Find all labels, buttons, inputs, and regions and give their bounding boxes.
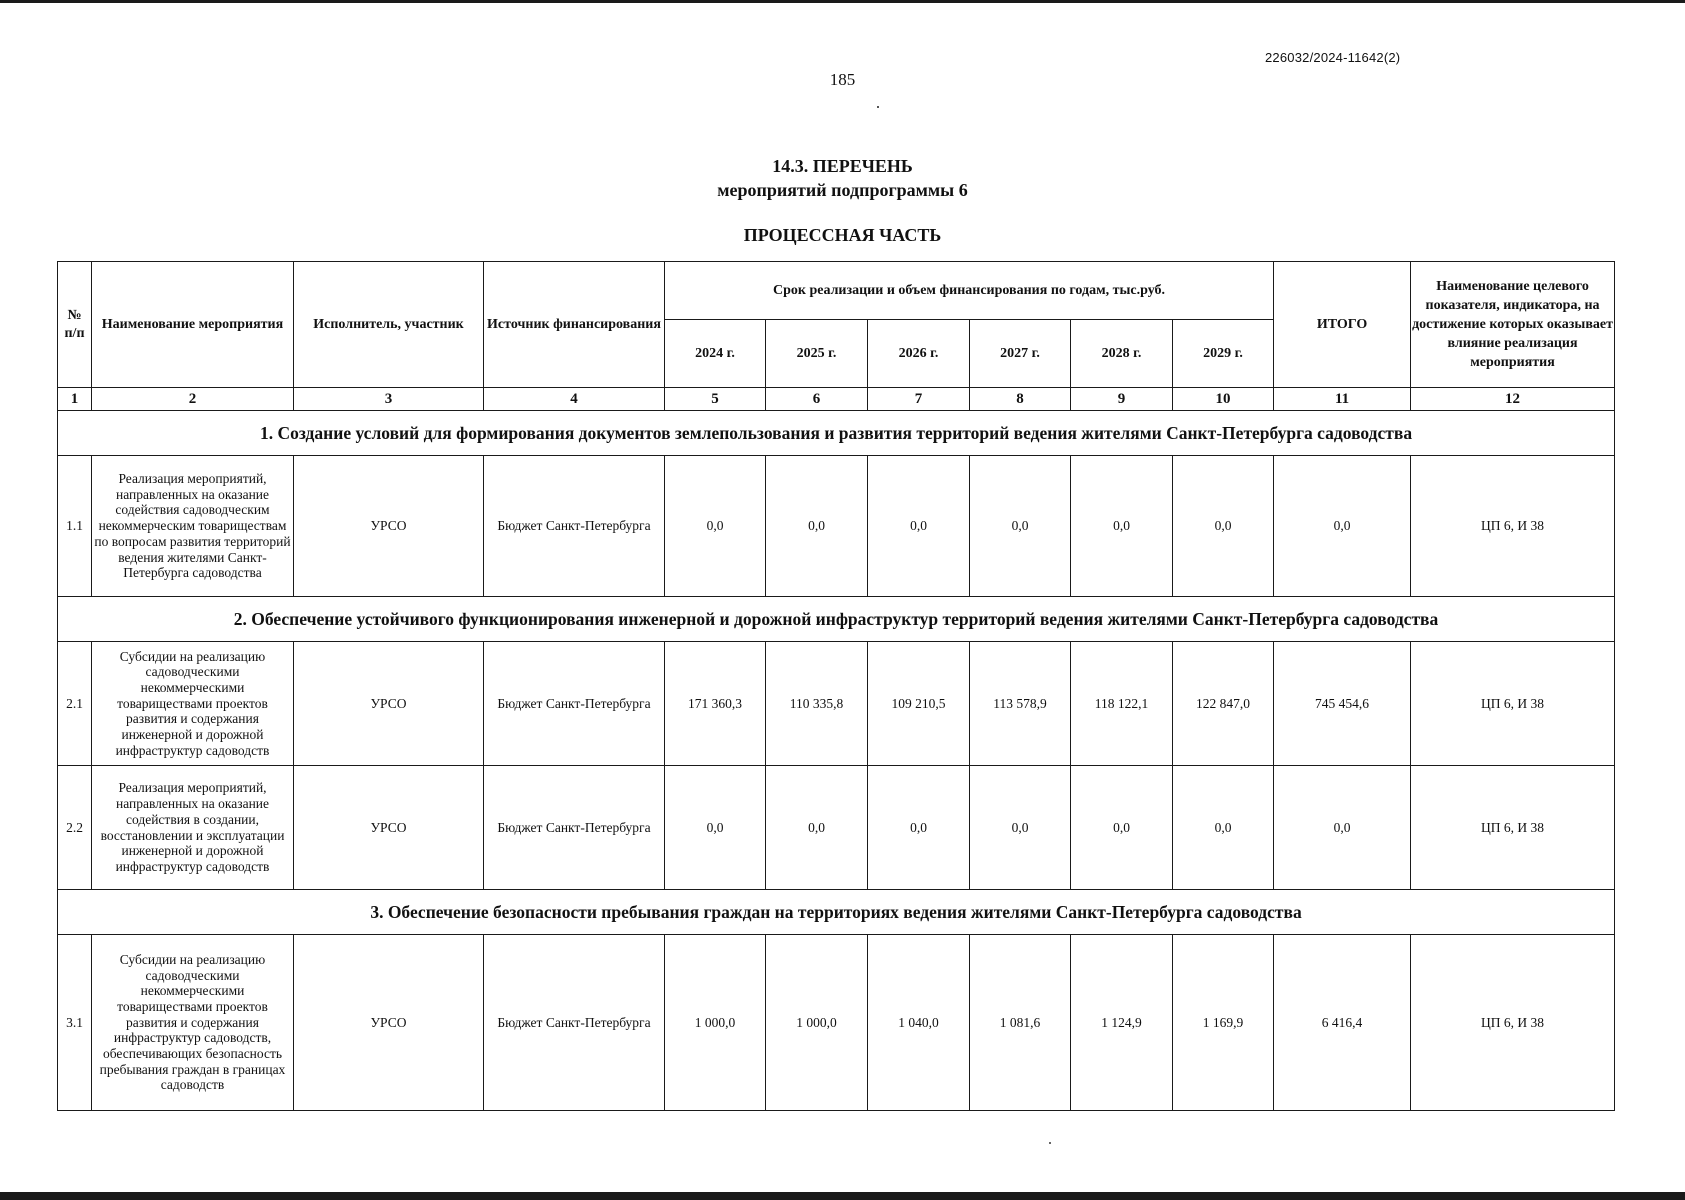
column-number: 7 — [868, 388, 970, 411]
column-number: 4 — [484, 388, 665, 411]
value-2026: 0,0 — [868, 456, 970, 597]
funding-source: Бюджет Санкт-Петербурга — [484, 456, 665, 597]
column-number-row — [58, 388, 1615, 411]
title-line-1: 14.3. ПЕРЕЧЕНЬ — [772, 156, 913, 176]
column-number: 5 — [665, 388, 766, 411]
group-row — [58, 411, 1615, 456]
value-total: 6 416,4 — [1274, 935, 1411, 1111]
value-2025: 0,0 — [766, 456, 868, 597]
group-row — [58, 890, 1615, 935]
target-indicator: ЦП 6, И 38 — [1411, 935, 1615, 1111]
scan-dot — [1049, 1142, 1051, 1144]
activity-name: Реализация мероприятий, направленных на оказание содействия в создании, восстановлении и эксплуатации инженерной и дорожной инфраструктур садоводств — [92, 766, 294, 890]
column-number: 8 — [970, 388, 1071, 411]
column-number: 9 — [1071, 388, 1173, 411]
value-2025: 110 335,8 — [766, 642, 868, 766]
value-2029: 0,0 — [1173, 456, 1274, 597]
value-2024: 0,0 — [665, 766, 766, 890]
header-year-2027: 2027 г. — [970, 320, 1071, 388]
document-registration-code: 226032/2024-11642(2) — [1265, 50, 1401, 65]
header-years-title: Срок реализации и объем финансирования по годам, тыс.руб. — [665, 262, 1274, 320]
title-line-2: мероприятий подпрограммы 6 — [717, 180, 968, 200]
value-2025: 0,0 — [766, 766, 868, 890]
funding-source: Бюджет Санкт-Петербурга — [484, 766, 665, 890]
column-number: 11 — [1274, 388, 1411, 411]
funding-source: Бюджет Санкт-Петербурга — [484, 935, 665, 1111]
executor: УРСО — [294, 935, 484, 1111]
table-row — [58, 766, 1615, 890]
section-heading: ПРОЦЕССНАЯ ЧАСТЬ — [743, 225, 942, 245]
group-title: 3. Обеспечение безопасности пребывания граждан на территориях ведения жителями Санкт-Петербурга садоводства — [58, 890, 1615, 935]
value-total: 0,0 — [1274, 766, 1411, 890]
executor: УРСО — [294, 642, 484, 766]
scan-dot — [877, 106, 879, 108]
funding-source: Бюджет Санкт-Петербурга — [484, 642, 665, 766]
header-year-2026: 2026 г. — [868, 320, 970, 388]
bottom-scan-border — [0, 1192, 1685, 1200]
header-year-2028: 2028 г. — [1071, 320, 1173, 388]
header-year-2024: 2024 г. — [665, 320, 766, 388]
document-title — [0, 154, 1685, 202]
header-activity-name: Наименование мероприятия — [92, 262, 294, 388]
header-year-2029: 2029 г. — [1173, 320, 1274, 388]
value-2027: 0,0 — [970, 766, 1071, 890]
row-number: 3.1 — [58, 935, 92, 1111]
value-2024: 1 000,0 — [665, 935, 766, 1111]
value-2028: 0,0 — [1071, 766, 1173, 890]
value-2028: 1 124,9 — [1071, 935, 1173, 1111]
group-title: 1. Создание условий для формирования документов землепользования и развития территорий ведения жителями Санкт-Петербурга садоводства — [58, 411, 1615, 456]
value-2029: 1 169,9 — [1173, 935, 1274, 1111]
activities-table — [57, 261, 1615, 1111]
target-indicator: ЦП 6, И 38 — [1411, 642, 1615, 766]
header-no: № п/п — [58, 262, 92, 388]
value-2026: 1 040,0 — [868, 935, 970, 1111]
value-2025: 1 000,0 — [766, 935, 868, 1111]
group-title: 2. Обеспечение устойчивого функционирования инженерной и дорожной инфраструктур территорий ведения жителями Санкт-Петербурга садоводства — [58, 597, 1615, 642]
row-number: 1.1 — [58, 456, 92, 597]
table-body — [58, 388, 1615, 1111]
value-2028: 118 122,1 — [1071, 642, 1173, 766]
column-number: 12 — [1411, 388, 1615, 411]
top-scan-border — [0, 0, 1685, 3]
executor: УРСО — [294, 456, 484, 597]
value-2027: 1 081,6 — [970, 935, 1071, 1111]
value-total: 0,0 — [1274, 456, 1411, 597]
row-number: 2.2 — [58, 766, 92, 890]
table-row — [58, 935, 1615, 1111]
activity-name: Реализация мероприятий, направленных на оказание содействия садоводческим некоммерческим товариществам по вопросам развития территорий ведения жителями Санкт-Петербурга садоводства — [92, 456, 294, 597]
table-row — [58, 456, 1615, 597]
value-2027: 113 578,9 — [970, 642, 1071, 766]
table-header — [58, 262, 1615, 388]
header-funding-source: Источник финансирования — [484, 262, 665, 388]
column-number: 1 — [58, 388, 92, 411]
group-row — [58, 597, 1615, 642]
table-row — [58, 642, 1615, 766]
column-number: 6 — [766, 388, 868, 411]
activity-name: Субсидии на реализацию садоводческими некоммерческими товариществами проектов развития и содержания инженерной и дорожной инфраструктур садоводств — [92, 642, 294, 766]
activity-name: Субсидии на реализацию садоводческими некоммерческими товариществами проектов развития и содержания инфраструктур садоводств, обеспечивающих безопасность пребывания граждан в границах садоводств — [92, 935, 294, 1111]
column-number: 2 — [92, 388, 294, 411]
page-number: 185 — [829, 70, 856, 89]
column-number: 10 — [1173, 388, 1274, 411]
row-number: 2.1 — [58, 642, 92, 766]
value-total: 745 454,6 — [1274, 642, 1411, 766]
value-2026: 109 210,5 — [868, 642, 970, 766]
column-number: 3 — [294, 388, 484, 411]
header-year-2025: 2025 г. — [766, 320, 868, 388]
value-2024: 0,0 — [665, 456, 766, 597]
value-2024: 171 360,3 — [665, 642, 766, 766]
header-total: ИТОГО — [1274, 262, 1411, 388]
value-2029: 122 847,0 — [1173, 642, 1274, 766]
value-2028: 0,0 — [1071, 456, 1173, 597]
target-indicator: ЦП 6, И 38 — [1411, 766, 1615, 890]
value-2026: 0,0 — [868, 766, 970, 890]
target-indicator: ЦП 6, И 38 — [1411, 456, 1615, 597]
value-2027: 0,0 — [970, 456, 1071, 597]
executor: УРСО — [294, 766, 484, 890]
header-target-indicator: Наименование целевого показателя, индикатора, на достижение которых оказывает влияние реализация мероприятия — [1411, 262, 1615, 388]
value-2029: 0,0 — [1173, 766, 1274, 890]
header-executor: Исполнитель, участник — [294, 262, 484, 388]
